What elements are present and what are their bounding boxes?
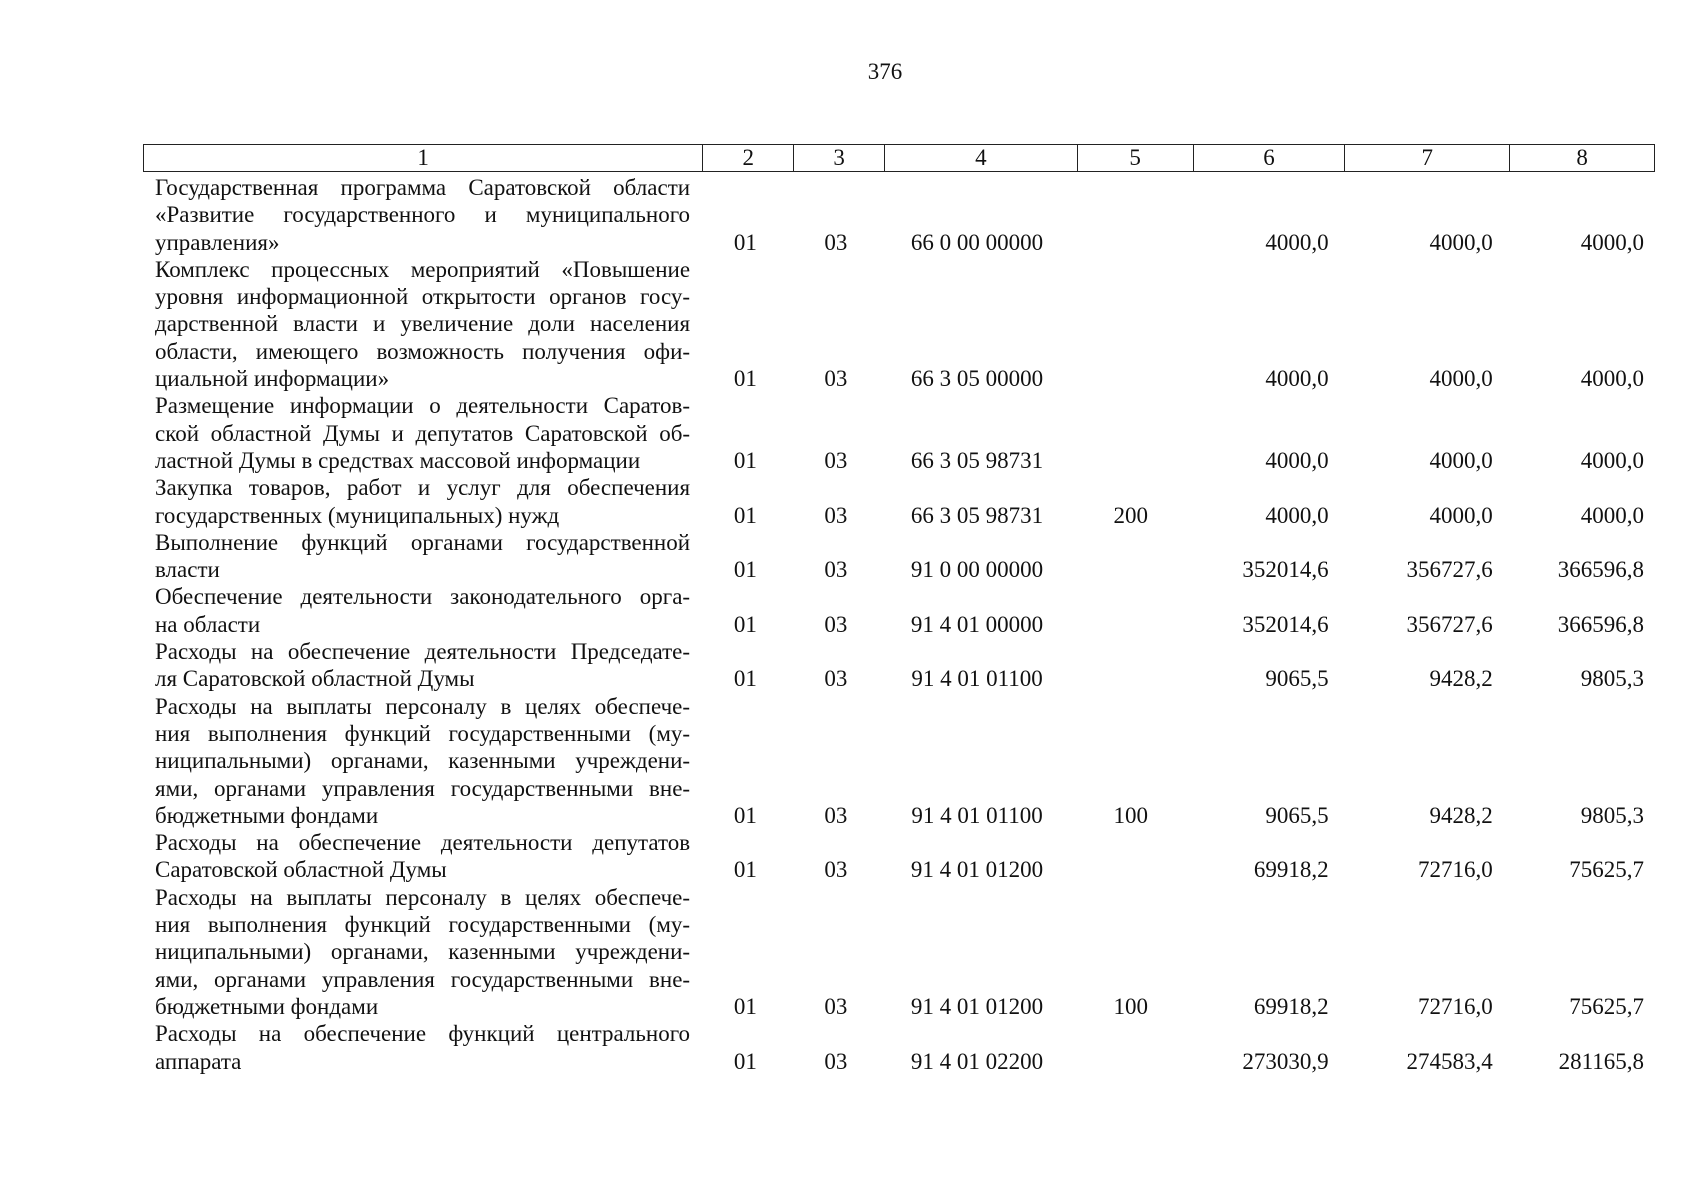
description-line: ями, органами управления государственными вне-: [155, 966, 691, 992]
table-row: [143, 1020, 1655, 1075]
row-description: [143, 474, 700, 529]
target-article-code: 66 3 05 98731: [910, 502, 1044, 528]
amount-year-1: 352014,6: [1242, 557, 1329, 583]
amount-year-2: 72716,0: [1418, 993, 1493, 1019]
description-line: управления»: [155, 229, 280, 255]
amount-year-1: 69918,2: [1253, 993, 1329, 1019]
target-article-code: 91 4 01 01200: [910, 857, 1044, 883]
amount-year-2: 4000,0: [1429, 502, 1493, 528]
header-col-7: 7: [1345, 145, 1510, 171]
amount-year-1: 9065,5: [1265, 666, 1329, 692]
description-line: власти: [155, 557, 220, 583]
row-description: [143, 529, 700, 584]
target-article-code: 91 4 01 02200: [910, 1048, 1044, 1074]
table-row: [143, 829, 1655, 884]
row-description: [143, 638, 700, 693]
amount-year-3: 75625,7: [1569, 857, 1644, 883]
header-col-2: 2: [703, 145, 794, 171]
page-number: 376: [867, 59, 903, 84]
description-line: Обеспечение деятельности законодательного орга-: [155, 584, 691, 610]
description-line: ниципальными) органами, казенными учреждени-: [155, 748, 691, 774]
section-code: 01: [733, 1048, 757, 1074]
section-code: 01: [733, 447, 757, 473]
description-line: Саратовской областной Думы: [155, 857, 447, 883]
description-line: аппарата: [155, 1048, 242, 1074]
description-line: «Развитие государственного и муниципального: [155, 202, 691, 228]
section-code: 01: [733, 611, 757, 637]
amount-year-2: 4000,0: [1429, 366, 1493, 392]
description-line: уровня информационной открытости органов госу-: [155, 284, 691, 310]
description-line: дарственной власти и увеличение доли населения: [155, 311, 691, 337]
expense-type-code: 100: [1113, 993, 1148, 1019]
row-description: [143, 174, 700, 256]
description-line: ния выполнения функций государственными (му-: [155, 720, 691, 746]
table-row: [143, 529, 1655, 584]
description-line: Расходы на обеспечение деятельности депутатов: [155, 830, 691, 856]
subsection-code: 03: [824, 666, 848, 692]
description-line: на области: [155, 611, 261, 637]
amount-year-1: 273030,9: [1242, 1048, 1329, 1074]
amount-year-2: 9428,2: [1429, 666, 1493, 692]
subsection-code: 03: [824, 1048, 848, 1074]
expense-type-code: 200: [1113, 502, 1148, 528]
description-line: государственных (муниципальных) нужд: [155, 502, 560, 528]
amount-year-2: 356727,6: [1406, 557, 1493, 583]
subsection-code: 03: [824, 229, 848, 255]
subsection-code: 03: [824, 611, 848, 637]
target-article-code: 66 3 05 00000: [910, 366, 1044, 392]
amount-year-1: 4000,0: [1265, 366, 1329, 392]
amount-year-3: 4000,0: [1580, 447, 1644, 473]
table-row: [143, 583, 1655, 638]
section-code: 01: [733, 229, 757, 255]
description-line: Размещение информации о деятельности Саратов-: [155, 393, 691, 419]
amount-year-1: 9065,5: [1265, 802, 1329, 828]
row-description: [143, 583, 700, 638]
description-line: ния выполнения функций государственными (му-: [155, 912, 691, 938]
row-description: [143, 884, 700, 1020]
description-line: Комплекс процессных мероприятий «Повышение: [155, 256, 691, 282]
subsection-code: 03: [824, 802, 848, 828]
table-row: [143, 392, 1655, 474]
target-article-code: 66 0 00 00000: [910, 229, 1044, 255]
section-code: 01: [733, 557, 757, 583]
description-line: Расходы на обеспечение функций центрального: [155, 1021, 691, 1047]
table-body: [143, 174, 1655, 1075]
amount-year-1: 352014,6: [1242, 611, 1329, 637]
amount-year-3: 281165,8: [1558, 1048, 1644, 1074]
row-description: [143, 392, 700, 474]
target-article-code: 91 0 00 00000: [910, 557, 1044, 583]
amount-year-3: 75625,7: [1569, 993, 1644, 1019]
description-line: ями, органами управления государственными вне-: [155, 775, 691, 801]
amount-year-2: 4000,0: [1429, 229, 1493, 255]
description-line: ля Саратовской областной Думы: [155, 666, 475, 692]
description-line: ластной Думы в средствах массовой информации: [155, 447, 641, 473]
target-article-code: 91 4 01 01200: [910, 993, 1044, 1019]
description-line: Выполнение функций органами государственной: [155, 529, 691, 555]
section-code: 01: [733, 993, 757, 1019]
header-col-6: 6: [1194, 145, 1346, 171]
header-col-3: 3: [794, 145, 885, 171]
header-col-4: 4: [885, 145, 1078, 171]
amount-year-3: 9805,3: [1580, 666, 1644, 692]
table-row: [143, 693, 1655, 829]
target-article-code: 91 4 01 01100: [911, 666, 1043, 692]
section-code: 01: [733, 802, 757, 828]
section-code: 01: [733, 857, 757, 883]
expense-type-code: 100: [1113, 802, 1148, 828]
row-description: [143, 256, 700, 392]
description-line: бюджетными фондами: [155, 993, 379, 1019]
amount-year-2: 356727,6: [1406, 611, 1493, 637]
amount-year-1: 69918,2: [1253, 857, 1329, 883]
table-row: [143, 884, 1655, 1020]
description-line: Расходы на обеспечение деятельности Председате-: [155, 639, 691, 665]
subsection-code: 03: [824, 366, 848, 392]
subsection-code: 03: [824, 557, 848, 583]
subsection-code: 03: [824, 447, 848, 473]
subsection-code: 03: [824, 502, 848, 528]
table-row: [143, 638, 1655, 693]
target-article-code: 91 4 01 00000: [910, 611, 1044, 637]
amount-year-3: 4000,0: [1580, 229, 1644, 255]
amount-year-2: 4000,0: [1429, 447, 1493, 473]
description-line: бюджетными фондами: [155, 802, 379, 828]
description-line: Расходы на выплаты персоналу в целях обеспече-: [155, 884, 691, 910]
description-line: Расходы на выплаты персоналу в целях обеспече-: [155, 693, 691, 719]
row-description: [143, 693, 700, 829]
amount-year-1: 4000,0: [1265, 447, 1329, 473]
amount-year-1: 4000,0: [1265, 229, 1329, 255]
description-line: Государственная программа Саратовской области: [155, 175, 691, 200]
amount-year-1: 4000,0: [1265, 502, 1329, 528]
section-code: 01: [733, 366, 757, 392]
amount-year-3: 4000,0: [1580, 366, 1644, 392]
subsection-code: 03: [824, 857, 848, 883]
target-article-code: 66 3 05 98731: [910, 447, 1044, 473]
target-article-code: 91 4 01 01100: [911, 802, 1043, 828]
description-line: Закупка товаров, работ и услуг для обеспечения: [155, 475, 691, 501]
table-header: [143, 144, 1655, 172]
amount-year-3: 366596,8: [1557, 611, 1644, 637]
header-col-1: 1: [144, 145, 703, 171]
amount-year-3: 366596,8: [1557, 557, 1644, 583]
subsection-code: 03: [824, 993, 848, 1019]
description-line: области, имеющего возможность получения офи-: [155, 338, 691, 364]
header-col-8: 8: [1576, 145, 1588, 170]
row-description: [143, 1020, 700, 1075]
amount-year-3: 4000,0: [1580, 502, 1644, 528]
row-description: [143, 829, 700, 884]
table-row: [143, 474, 1655, 529]
description-line: ской областной Думы и депутатов Саратовской об-: [155, 420, 691, 446]
table-row: [143, 174, 1655, 256]
amount-year-3: 9805,3: [1580, 802, 1644, 828]
amount-year-2: 274583,4: [1406, 1048, 1493, 1074]
amount-year-2: 9428,2: [1429, 802, 1493, 828]
header-col-5: 5: [1078, 145, 1194, 171]
description-line: ниципальными) органами, казенными учреждени-: [155, 939, 691, 965]
amount-year-2: 72716,0: [1418, 857, 1493, 883]
section-code: 01: [733, 666, 757, 692]
table-row: [143, 256, 1655, 392]
description-line: циальной информации»: [155, 366, 390, 392]
section-code: 01: [733, 502, 757, 528]
